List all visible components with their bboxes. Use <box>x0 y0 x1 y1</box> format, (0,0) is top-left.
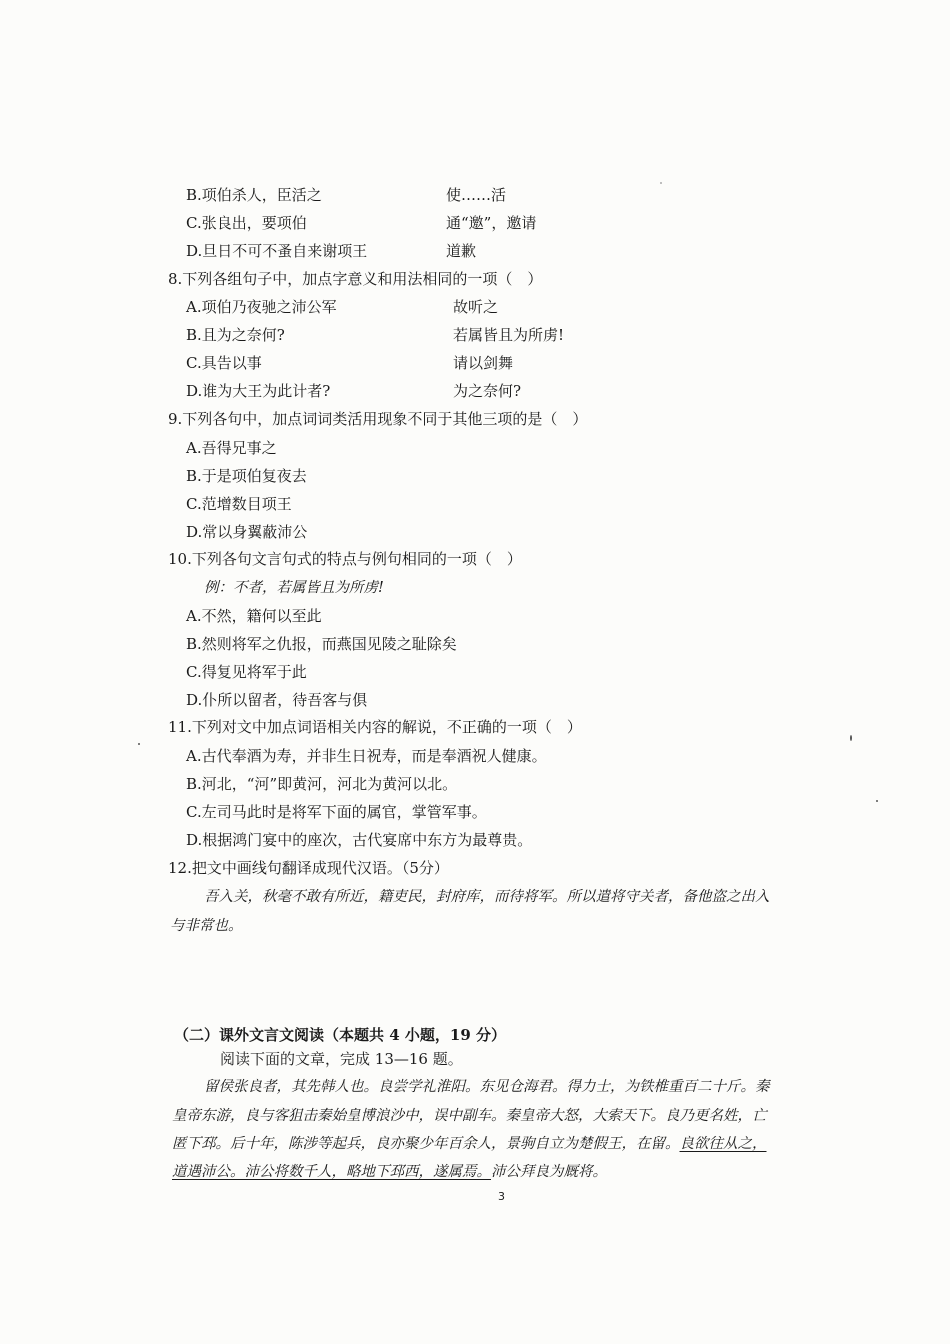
scan-speck <box>850 735 852 741</box>
scan-speck <box>138 743 140 745</box>
passage-line-3-text: 匿下邳。后十年，陈涉等起兵，良亦聚少年百余人，景驹自立为楚假王，在留。 <box>172 1136 680 1152</box>
q11-option-b: B.河北，“河”即黄河，河北为黄河以北。 <box>186 775 458 793</box>
q9-option-a: A.吾得兄事之 <box>186 439 277 457</box>
q8-option-a: A.项伯乃夜驰之沛公军 <box>186 298 337 316</box>
q10-example: 例：不者，若属皆且为所虏! <box>204 580 384 596</box>
passage-line-4 <box>172 1162 607 1182</box>
passage-line-1: 留侯张良者，其先韩人也。良尝学礼淮阳。东见仓海君。得力士，为铁椎重百二十斤。秦 <box>204 1079 770 1095</box>
q10-option-c: C.得复见将军于此 <box>186 663 307 681</box>
scan-speck <box>660 182 662 184</box>
q9-stem: 9.下列各句中，加点词词类活用现象不同于其他三项的是（ ） <box>168 410 588 428</box>
q9-option-b: B.于是项伯复夜去 <box>186 467 307 485</box>
q7-option-c: C.张良出，要项伯 <box>186 214 307 232</box>
q8-stem: 8.下列各组句子中，加点字意义和用法相同的一项（ ） <box>168 270 543 288</box>
q12-passage-line-2: 与非常也。 <box>170 918 243 934</box>
passage-line-3 <box>172 1134 767 1154</box>
passage-line-4-text: 沛公拜良为厩将。 <box>491 1164 607 1180</box>
q7-option-c-answer: 通“邀”，邀请 <box>446 214 537 232</box>
q7-option-b-answer: 使……活 <box>446 186 507 204</box>
q8-option-b-pair: 若属皆且为所虏! <box>453 326 565 344</box>
q10-option-d: D.仆所以留者，待吾客与俱 <box>186 691 368 709</box>
page-number: 3 <box>498 1190 505 1203</box>
scan-speck <box>876 800 878 802</box>
q10-stem: 10.下列各句文言句式的特点与例句相同的一项（ ） <box>168 550 522 568</box>
q8-option-c-pair: 请以剑舞 <box>453 354 514 372</box>
section-2-title: （二）课外文言文阅读（本题共 4 小题，19 分） <box>174 1026 506 1044</box>
q8-option-a-pair: 故听之 <box>453 298 499 316</box>
q10-option-a: A.不然，籍何以至此 <box>186 607 322 625</box>
q7-option-d: D.旦日不可不蚤自来谢项王 <box>186 242 368 260</box>
passage-underlined-sentence-end: 道遇沛公。沛公将数千人，略地下邳西，遂属焉。 <box>172 1164 491 1180</box>
passage-underlined-sentence-start: 良欲往从之， <box>679 1136 767 1152</box>
passage-line-2: 皇帝东游，良与客狙击秦始皇博浪沙中，误中副车。秦皇帝大怒，大索天下。良乃更名姓，亡 <box>172 1108 767 1124</box>
q12-stem: 12.把文中画线句翻译成现代汉语。（5分） <box>168 859 449 877</box>
q11-stem: 11.下列对文中加点词语相关内容的解说，不正确的一项（ ） <box>168 718 582 736</box>
q8-option-b: B.且为之奈何? <box>186 326 285 344</box>
q8-option-d-pair: 为之奈何? <box>453 382 522 400</box>
q8-option-d: D.谁为大王为此计者? <box>186 382 331 400</box>
q11-option-c: C.左司马此时是将军下面的属官，掌管军事。 <box>186 803 487 821</box>
q12-passage-line-1: 吾入关，秋毫不敢有所近，籍吏民，封府库，而待将军。所以遣将守关者，备他盗之出入 <box>204 889 770 905</box>
q10-option-b: B.然则将军之仇报，而燕国见陵之耻除矣 <box>186 635 457 653</box>
q11-option-d: D.根据鸿门宴中的座次，古代宴席中东方为最尊贵。 <box>186 831 533 849</box>
q9-option-d: D.常以身翼蔽沛公 <box>186 523 308 541</box>
q7-option-d-answer: 道歉 <box>446 242 477 260</box>
q9-option-c: C.范增数目项王 <box>186 495 292 513</box>
q8-option-c: C.具告以事 <box>186 354 262 372</box>
q7-option-b: B.项伯杀人，臣活之 <box>186 186 322 204</box>
section-2-instruction: 阅读下面的文章，完成 13—16 题。 <box>220 1050 463 1068</box>
q11-option-a: A.古代奉酒为寿，并非生日祝寿，而是奉酒祝人健康。 <box>186 747 547 765</box>
